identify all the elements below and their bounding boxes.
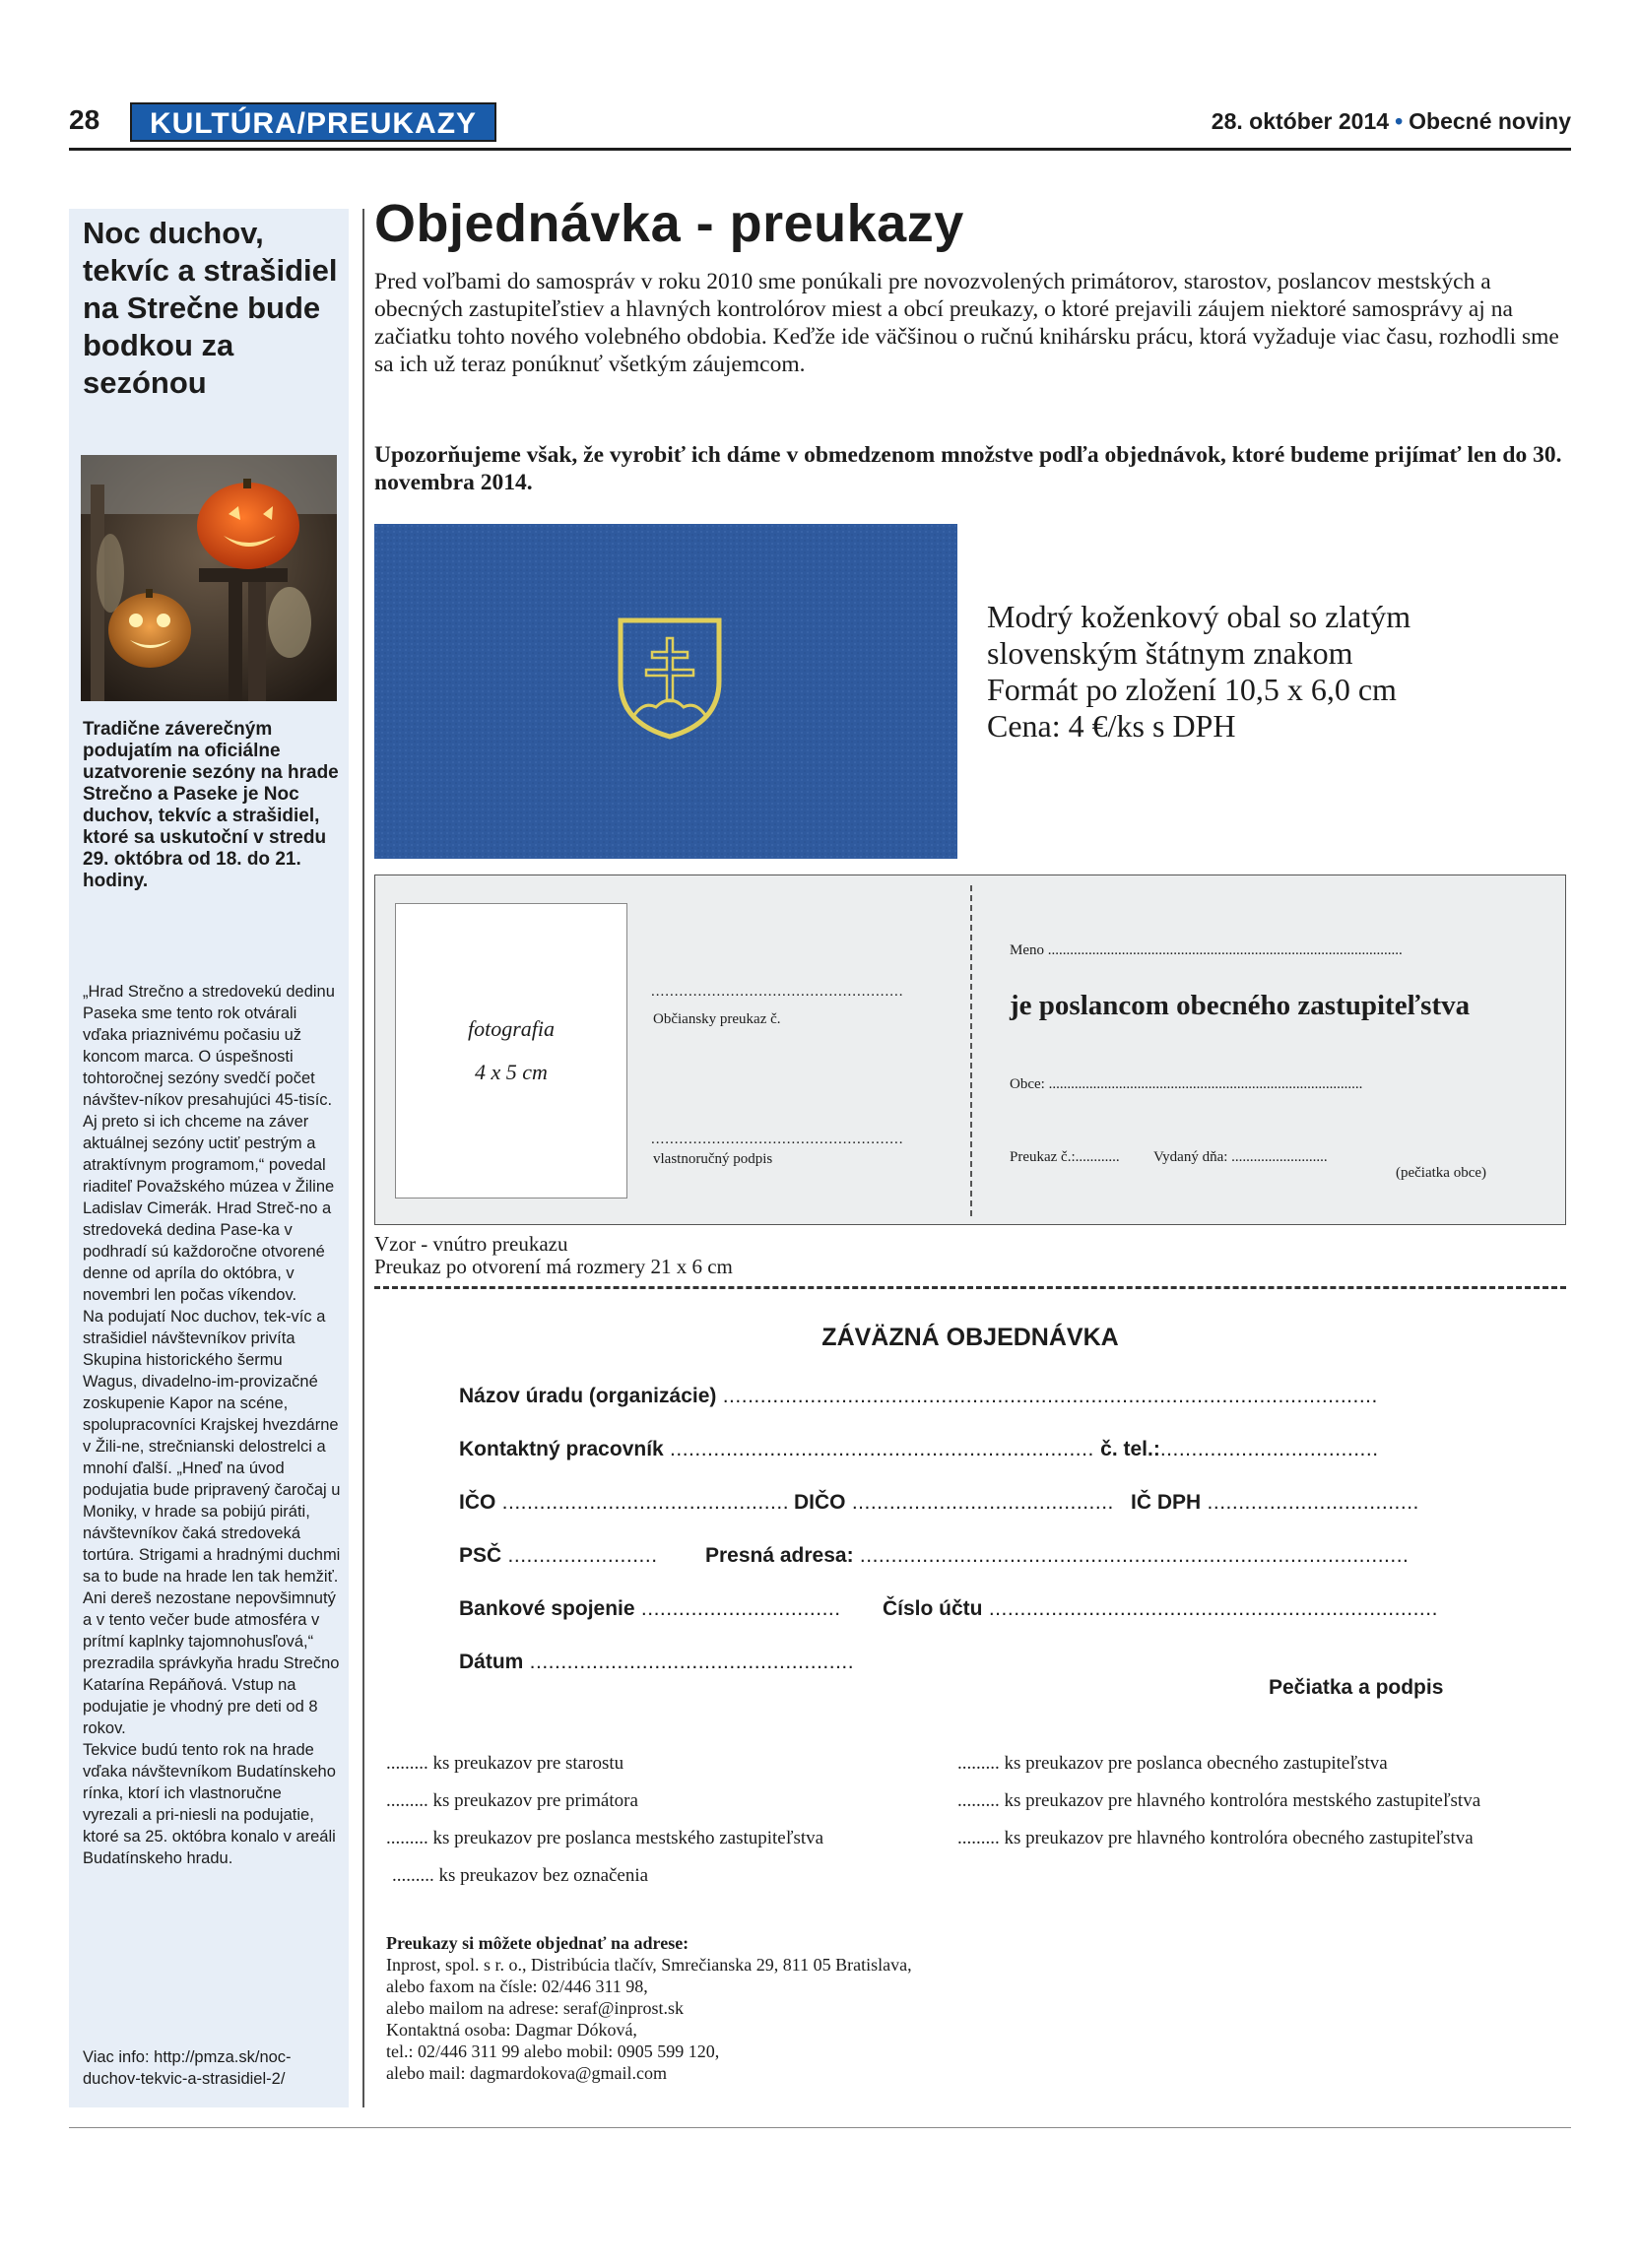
sidebar-paragraph: „Hrad Strečno a stredovekú dedinu Paseka sme tento rok otvárali vďaka priaznivému počasiu už koncom marca. O úspešnosti tohtoročnej sezóny svedčí počet návštev-níkov presahujúci 45-tisíc. Aj preto si ich chceme na záver aktuálnej sezóny uctiť pestrým a atraktívnym programom,“ povedal riaditeľ Považského múzea v Žiline Ladislav Cimerák. Hrad Streč-no a stredoveká dedina Pase-ka v podhradí sú každoročne otvorené denne od apríla do októbra, v novembri len počas víkendov. (83, 983, 335, 1304)
sidebar-paragraph: Tekvice budú tento rok na hrade vďaka návštevníkom Budatínskeho rínka, ktorí ich vlastnoručne vyrezali a pri-niesli na podujatie, ktoré sa 25. októbra konalo v areáli Budatínskeho hradu. (83, 1741, 336, 1867)
photo-size: 4 x 5 cm (475, 1060, 548, 1084)
account-label: Číslo účtu (883, 1597, 983, 1620)
account-field[interactable]: ........................................................................ (982, 1597, 1438, 1620)
sidebar-title: Noc duchov, tekvíc a strašidiel na Strečne bude bodkou za sezónou (83, 216, 338, 400)
contact-label: Kontaktný pracovník (459, 1438, 664, 1460)
signature-dots: ...................................................... (651, 1132, 904, 1147)
bank-label: Bankové spojenie (459, 1597, 635, 1620)
address-line: Kontaktná osoba: Dagmar Dóková, (386, 2020, 637, 2040)
stamp-label: (pečiatka obce) (1396, 1165, 1487, 1181)
dateline (1212, 108, 1571, 135)
notice-paragraph: Upozorňujeme však, že vyrobiť ich dáme v obmedzenom množstve podľa objednávok, ktoré budeme prijímať len do 30. novembra 2014. (374, 442, 1562, 495)
contact-field[interactable]: .................................................................... (663, 1438, 1101, 1460)
id-number-label: Občiansky preukaz č. (653, 1011, 781, 1027)
separator-dot: • (1395, 108, 1404, 134)
preview-caption (374, 1233, 733, 1278)
product-line: Formát po zložení 10,5 x 6,0 cm (987, 672, 1397, 707)
pumpkin-image (81, 455, 337, 701)
count-line[interactable]: ......... ks preukazov pre primátora (386, 1790, 638, 1811)
id-card-cover-photo (374, 524, 957, 859)
order-form-title: ZÁVÄZNÁ OBJEDNÁVKA (821, 1324, 1119, 1351)
bank-field[interactable]: ................................ (634, 1597, 841, 1620)
count-line[interactable]: ......... ks preukazov pre starostu (386, 1753, 624, 1774)
address-line: Inprost, spol. s r. o., Distribúcia tlačív, Smrečianska 29, 811 05 Bratislava, (386, 1955, 912, 1975)
address-label: Presná adresa: (705, 1544, 854, 1567)
office-name-field[interactable]: ......................................................................................................... (716, 1385, 1378, 1407)
count-line[interactable]: ......... ks preukazov pre poslanca mestského zastupiteľstva (386, 1828, 824, 1848)
account-row (883, 1597, 1438, 1621)
cut-line (374, 1286, 1566, 1289)
sidebar-article (69, 209, 349, 2107)
column-divider (362, 209, 364, 2107)
name-field: Meno ................................................................................................ (1010, 942, 1403, 958)
ico-label: IČO (459, 1491, 496, 1514)
id-card-inside-preview (374, 875, 1566, 1225)
main-title: Objednávka - preukazy (374, 194, 964, 253)
ico-row (459, 1491, 789, 1515)
photo-placeholder (395, 903, 627, 1199)
address-line[interactable]: alebo mailom na adrese: seraf@inprost.sk (386, 1998, 684, 2018)
count-line[interactable]: ......... ks preukazov pre hlavného kontrolóra obecného zastupiteľstva (957, 1828, 1474, 1848)
dico-row (794, 1491, 1114, 1515)
footer-rule (69, 2127, 1571, 2128)
ico-field[interactable]: .............................................. (495, 1491, 790, 1514)
date-field[interactable]: .................................................... (523, 1651, 855, 1673)
intro-paragraph: Pred voľbami do samospráv v roku 2010 sme ponúkali pre novozvolených primátorov, starostov, poslancov mestských a obecných zastupiteľstiev a hlavných kontrolórov miest a obcí preukazy, o ktoré prejavili záujem niektoré samosprávy aj na začiatku tohto nového volebného obdobia. Keďže ide väčšinou o ručnú knihársku prácu, ktorá vyžaduje viac času, rozhodli sme sa ich už teraz ponúknuť všetkým záujemcom. (374, 269, 1559, 377)
bank-row (459, 1597, 841, 1621)
icdph-field[interactable]: .................................. (1201, 1491, 1419, 1514)
page-number: 28 (69, 104, 100, 135)
office-name-row (459, 1385, 1378, 1408)
address-heading: Preukazy si môžete objednať na adrese: (386, 1933, 689, 1953)
signature-label: vlastnoručný podpis (653, 1151, 773, 1167)
stamp-signature-label: Pečiatka a podpis (1269, 1676, 1444, 1699)
role-text: je poslancom obecného zastupiteľstva (1010, 990, 1471, 1021)
phone-field[interactable]: ................................... (1159, 1438, 1379, 1460)
count-line[interactable]: ......... ks preukazov pre poslanca obecného zastupiteľstva (957, 1753, 1388, 1774)
address-field[interactable]: ........................................................................................ (853, 1544, 1410, 1567)
address-line: tel.: 02/446 311 99 alebo mobil: 0905 599 120, (386, 2041, 720, 2061)
cover-image (374, 524, 957, 859)
sidebar-paragraph: Na podujatí Noc duchov, tek-víc a strašidiel návštevníkov privíta Skupina historického šermu Wagus, divadelno-im-provizačné zoskupenie Kapor na scéne, spolupracovníci Krajskej hvezdárne v Žili-ne, strečnianski delostrelci a mnohí ďalší. „Hneď na úvod podujatia bude pripravený čaročaj u Moniky, v hrade sa pobijú piráti, návštevníkov čaká stredoveká tortúra. Strigami a hradnými duchmi sa to bude na hrade len tak hemžiť. Ani dereš nezostane nepovšimnutý a v tento večer bude atmosféra v prítmí kaplnky tajomnohusľová,“ prezradila správkyňa hradu Strečno Katarína Repáňová. Vstup na podujatie je vhodný pre deti od 8 rokov. (83, 1308, 341, 1737)
caption-line: Preukaz po otvorení má rozmery 21 x 6 cm (374, 1255, 733, 1278)
fold-line (970, 885, 972, 1216)
order-address (386, 1932, 1076, 2084)
section-label: KULTÚRA/PREUKAZY (130, 102, 496, 142)
office-name-label: Názov úradu (organizácie) (459, 1385, 717, 1407)
issue-date: 28. október 2014 (1211, 108, 1390, 134)
count-line[interactable]: ......... ks preukazov bez označenia (392, 1865, 649, 1886)
contact-row (459, 1438, 1379, 1461)
page-header (69, 102, 1571, 151)
address-row (705, 1544, 1409, 1568)
issue-date-field: Vydaný dňa: .......................... (1153, 1149, 1328, 1165)
dico-field[interactable]: .......................................... (845, 1491, 1114, 1514)
product-line: Modrý koženkový obal so zlatým (987, 599, 1411, 634)
id-number-dots: ...................................................... (651, 984, 904, 1000)
address-line[interactable]: alebo mail: dagmardokova@gmail.com (386, 2063, 667, 2083)
caption-line: Vzor - vnútro preukazu (374, 1232, 568, 1256)
count-line[interactable]: ......... ks preukazov pre hlavného kontrolóra mestského zastupiteľstva (957, 1790, 1481, 1811)
sidebar-body (83, 981, 341, 1869)
address-line: alebo faxom na čísle: 02/446 311 98, (386, 1976, 648, 1996)
date-label: Dátum (459, 1651, 524, 1673)
municipality-field: Obce: ..................................................................................... (1010, 1076, 1363, 1092)
card-number-field: Preukaz č.:............ (1010, 1149, 1120, 1165)
phone-label: č. tel.: (1100, 1438, 1160, 1460)
sidebar-info-link[interactable]: Viac info: http://pmza.sk/noc-duchov-tekvic-a-strasidiel-2/ (83, 2048, 292, 2088)
psc-row (459, 1544, 658, 1568)
pumpkin-photo (81, 455, 337, 701)
psc-label: PSČ (459, 1544, 502, 1567)
sidebar-lead: Tradične záverečným podujatím na oficiálne uzatvorenie sezóny na hrade Strečno a Paseke je Noc duchov, tekvíc a strašidiel, ktoré sa uskutoční v stredu 29. októbra od 18. do 21. hodiny. (83, 719, 339, 891)
photo-label: fotografia (467, 1016, 555, 1041)
publication-name: Obecné noviny (1409, 108, 1571, 134)
product-price: Cena: 4 €/ks s DPH (987, 708, 1236, 744)
date-row (459, 1651, 854, 1674)
icdph-label: IČ DPH (1131, 1491, 1202, 1514)
product-line: slovenským štátnym znakom (987, 635, 1353, 671)
dico-label: DIČO (794, 1491, 846, 1514)
psc-field[interactable]: ........................ (501, 1544, 658, 1567)
product-description (987, 599, 1539, 745)
icdph-row (1131, 1491, 1419, 1515)
